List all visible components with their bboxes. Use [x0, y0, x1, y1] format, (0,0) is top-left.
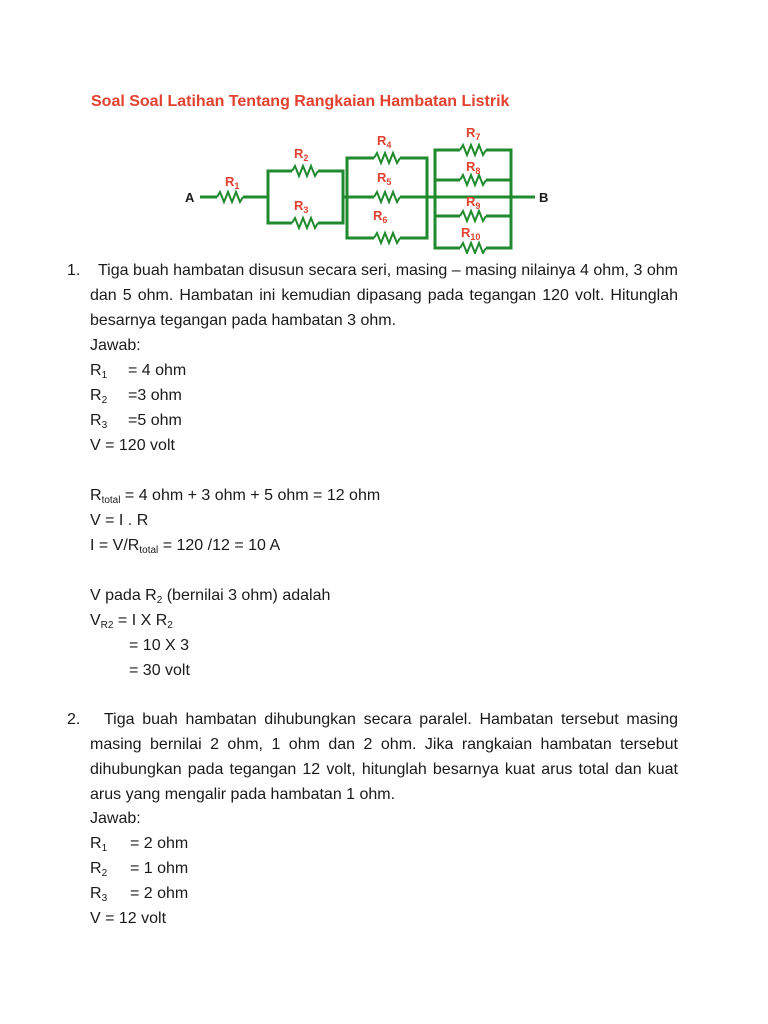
q2-jawab: Jawab:: [90, 810, 141, 827]
node-b-label: B: [539, 190, 549, 205]
q2-r1: R1 = 2 ohm: [90, 835, 189, 854]
label-r3: $R_3$: [294, 198, 309, 215]
label-r6: $R_6$: [373, 208, 388, 225]
q1-r3: R3 =5 ohm: [90, 412, 182, 431]
question-1-text: Tiga buah hambatan disusun secara seri, masing – masing nilainya 4 ohm, 3 ohm dan 5 ohm. Hambatan ini kemudian dipasang pada tegangan 120 volt. Hitunglah besarnya tegangan pada hambatan 3 ohm.: [90, 262, 678, 329]
q1-ohm-law: V = I . R: [90, 512, 149, 529]
question-2-text: Tiga buah hambatan dihubungkan secara paralel. Hambatan tersebut masing masing bernilai 2 ohm, 1 ohm dan 2 ohm. Jika rangkaian hambatan tersebut dihubungkan pada tegangan 12 volt, hitunglah besarnya kuat arus total dan kuat arus yang mengalir pada hambatan 1 ohm.: [90, 711, 678, 803]
label-r8: $R_8$: [466, 159, 481, 176]
label-r9: $R_9$: [466, 194, 481, 211]
q1-vr2: VR2 = I X R2: [90, 612, 173, 631]
q1-r2: R2 =3 ohm: [90, 387, 182, 406]
q2-r3: R3 = 2 ohm: [90, 885, 189, 904]
label-r5: $R_5$: [377, 170, 392, 187]
q1-rtotal: Rtotal = 4 ohm + 3 ohm + 5 ohm = 12 ohm: [90, 487, 381, 506]
node-a-label: A: [185, 190, 195, 205]
q1-v: V = 120 volt: [90, 437, 175, 454]
circuit-wires: [200, 150, 535, 248]
q1-step-2: = 30 volt: [129, 662, 190, 679]
resistor-circuit-diagram: [180, 124, 560, 254]
label-r2: $R_2$: [294, 146, 309, 163]
q1-v-pada: V pada R2 (bernilai 3 ohm) adalah: [90, 587, 331, 606]
question-1-number: 1.: [67, 262, 81, 279]
page-title: Soal Soal Latihan Tentang Rangkaian Hambatan Listrik: [91, 93, 510, 110]
label-r10: $R_{10}$: [461, 225, 481, 242]
q1-step-1: = 10 X 3: [129, 637, 190, 654]
label-r1: $R_1$: [225, 174, 240, 191]
label-r7: $R_7$: [466, 125, 481, 142]
q1-jawab: Jawab:: [90, 337, 141, 354]
question-2-number: 2.: [67, 711, 81, 728]
q1-current: I = V/Rtotal = 120 /12 = 10 A: [90, 537, 281, 556]
q2-v: V = 12 volt: [90, 910, 167, 927]
q2-r2: R2 = 1 ohm: [90, 860, 189, 879]
label-r4: $R_4$: [377, 133, 392, 150]
q1-r1: R1 = 4 ohm: [90, 362, 187, 381]
